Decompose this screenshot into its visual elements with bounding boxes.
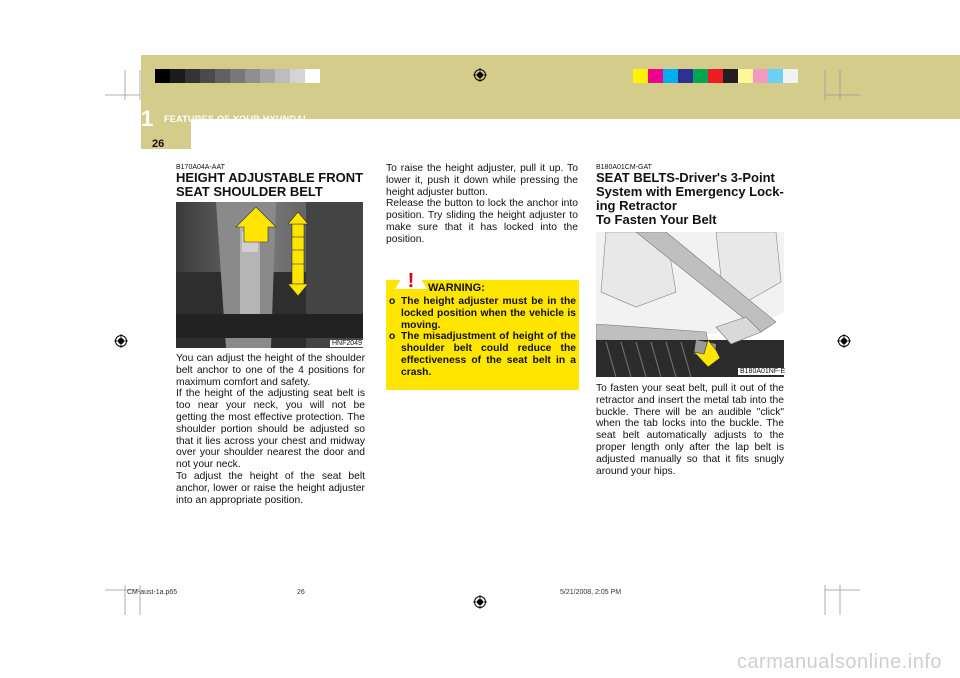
registration-mark-icon <box>837 334 851 348</box>
color-swatch <box>200 69 215 83</box>
color-swatch <box>290 69 305 83</box>
heading-line: To Fasten Your Belt <box>596 212 717 227</box>
warning-title: WARNING: <box>428 282 485 294</box>
color-swatch <box>185 69 200 83</box>
color-swatch <box>768 69 783 83</box>
color-swatch <box>305 69 320 83</box>
warning-triangle-icon <box>391 262 431 290</box>
heading-line: System with Emergency Lock- <box>596 184 784 199</box>
registration-mark-icon <box>473 68 487 82</box>
watermark: carmanualsonline.info <box>736 651 942 673</box>
color-swatch <box>753 69 768 83</box>
page-number: 26 <box>152 138 165 150</box>
image-label: B180A01NF-E <box>740 368 786 375</box>
crop-mark-icon <box>100 70 150 110</box>
crop-mark-icon <box>815 575 865 615</box>
section-code: B180A01CM-GAT <box>596 164 652 171</box>
registration-mark-icon <box>114 334 128 348</box>
bullet: o <box>389 331 396 343</box>
col3-body <box>596 383 784 477</box>
color-swatch <box>155 69 170 83</box>
paragraph: To fasten your seat belt, pull it out of the retractor and insert the metal tab into the buckle. There will be an audible "click" when the tab locks into the buckle. The seat belt automatically adjusts to the proper length only after the lap belt is adjusted manually so that it fits snugly around your hips. <box>596 383 784 477</box>
color-swatch <box>245 69 260 83</box>
warning-item-text: The misadjustment of height of the shoulder belt could reduce the effectiveness of the seat belt in a crash. <box>401 331 576 378</box>
paragraph: You can adjust the height of the shoulder belt anchor to one of the 4 positions for maximum comfort and safety. <box>176 353 365 388</box>
color-swatch <box>678 69 693 83</box>
warning-item-text: The height adjuster must be in the locked position when the vehicle is moving. <box>401 296 576 331</box>
color-swatch <box>230 69 245 83</box>
color-swatch <box>215 69 230 83</box>
warning-item <box>389 296 576 331</box>
footer-page-number: 26 <box>297 589 305 596</box>
chapter-title: FEATURES OF YOUR HYUNDAI <box>164 114 306 124</box>
color-swatch <box>260 69 275 83</box>
image-label: HNF2049 <box>332 340 362 347</box>
color-swatch <box>783 69 798 83</box>
color-swatch <box>723 69 738 83</box>
section-heading <box>596 171 786 227</box>
paragraph: To adjust the height of the seat belt anchor, lower or raise the height adjuster into an appropriate position. <box>176 470 365 506</box>
col2-body <box>386 163 578 246</box>
heading-line: ing Retractor <box>596 198 677 213</box>
crop-mark-icon <box>815 70 865 110</box>
warning-list <box>389 296 576 379</box>
svg-text:!: ! <box>407 270 415 290</box>
color-swatch <box>170 69 185 83</box>
fasten-belt-illustration <box>596 232 784 377</box>
paragraph: If the height of the adjusting seat belt is too near your neck, you will not be getting the most effective protection. The shoulder portion should be adjusted so that it lies across your chest and midway over your shoulder nearest the door and not your neck. <box>176 388 365 471</box>
color-swatch <box>275 69 290 83</box>
paragraph: To raise the height adjuster, pull it up. To lower it, push it down while pressing the height adjuster button. <box>386 163 578 198</box>
color-swatch <box>693 69 708 83</box>
left-color-bar <box>155 69 320 83</box>
col1-body <box>176 353 365 506</box>
registration-mark-icon <box>473 595 487 609</box>
seat-belt-adjuster-photo <box>176 202 363 348</box>
color-swatch <box>633 69 648 83</box>
paragraph: Release the button to lock the anchor into position. Try sliding the height adjuster to make sure that it has locked into the position. <box>386 198 578 245</box>
section-code: B170A04A-AAT <box>176 164 225 171</box>
color-swatch <box>648 69 663 83</box>
footer-date: 5/21/2008, 2:05 PM <box>560 589 622 596</box>
footer-file-name: CM-aust-1a.p65 <box>127 589 178 596</box>
heading-line: SEAT BELTS-Driver's 3-Point <box>596 170 775 185</box>
color-swatch <box>708 69 723 83</box>
bullet: o <box>389 296 396 307</box>
section-heading: HEIGHT ADJUSTABLE FRONT SEAT SHOULDER BELT <box>176 170 364 199</box>
color-swatch <box>663 69 678 83</box>
right-color-bar <box>633 69 798 83</box>
chapter-number: 1 <box>141 106 154 131</box>
color-swatch <box>738 69 753 83</box>
warning-item <box>389 331 576 378</box>
